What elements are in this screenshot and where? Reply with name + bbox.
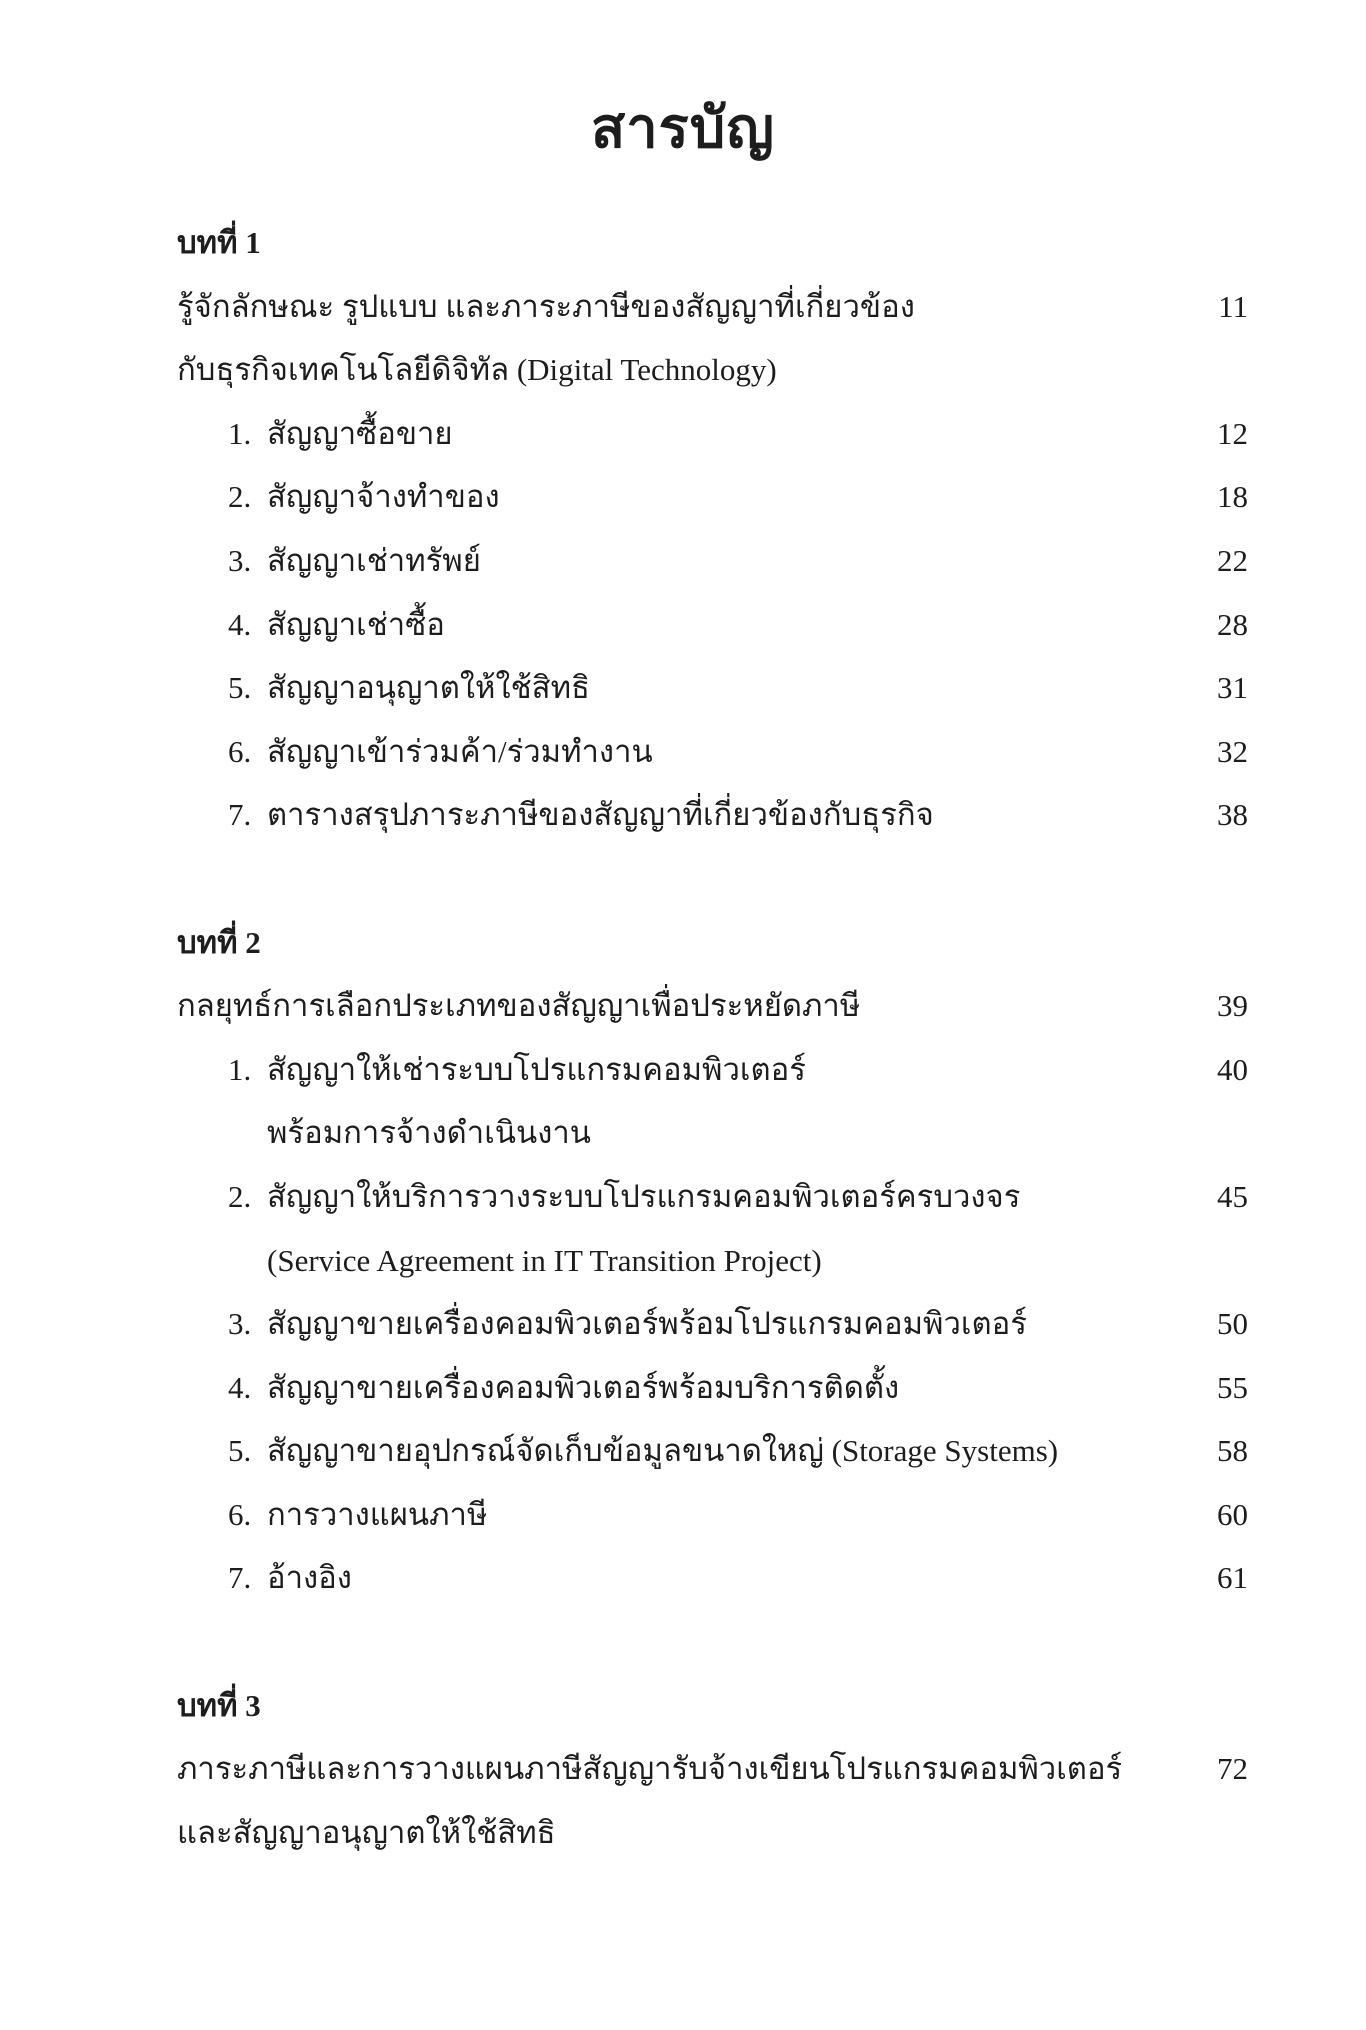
entry-title: การวางแผนภาษี [267,1496,488,1532]
entry-number: 6. [228,1496,252,1532]
entry-title: อ้างอิง [267,1560,352,1596]
toc-entry[interactable] [177,402,1248,466]
entry-title: สัญญาเช่าซื้อ [267,606,445,642]
chapter-1-heading: บทที่ 1 [177,225,261,260]
entry-title: สัญญาอนุญาตให้ใช้สิทธิ [267,670,590,706]
spacer [177,847,1248,911]
page-number: 12 [1217,415,1248,451]
entry-title: สัญญาซื้อขาย [267,415,453,451]
entry-title-continuation: พร้อมการจ้างดำเนินงาน [267,1115,591,1151]
entry-title: สัญญาให้บริการวางระบบโปรแกรมคอมพิวเตอร์ครบวงจร [267,1178,1021,1214]
entry-number: 2. [228,1178,252,1214]
toc-entry-continuation [177,1229,1248,1293]
page-number: 32 [1217,733,1248,769]
chapter-1-title-entry[interactable] [177,275,1248,339]
page-number: 58 [1217,1433,1248,1469]
page-number: 18 [1217,479,1248,515]
entry-number: 7. [228,797,252,833]
entry-title: สัญญาจ้างทำของ [267,479,500,515]
entry-title: สัญญาขายอุปกรณ์จัดเก็บข้อมูลขนาดใหญ่ (Storage Systems) [267,1433,1059,1469]
page-title: สารบัญ [591,96,775,159]
page-number: 72 [1217,1751,1248,1787]
toc-entry[interactable] [177,593,1248,657]
toc-entry[interactable] [177,1165,1248,1229]
toc-entry[interactable] [177,720,1248,784]
entry-title: สัญญาให้เช่าระบบโปรแกรมคอมพิวเตอร์ [267,1051,806,1087]
chapter-3-title-line-1: ภาระภาษีและการวางแผนภาษีสัญญารับจ้างเขียนโปรแกรมคอมพิวเตอร์ [177,1751,1123,1787]
chapter-1-title-line-1: รู้จักลักษณะ รูปแบบ และภาระภาษีของสัญญาที่เกี่ยวข้อง [177,288,915,324]
toc-entry-continuation [177,1101,1248,1165]
chapter-2-title-line-1: กลยุทธ์การเลือกประเภทของสัญญาเพื่อประหยัดภาษี [177,988,861,1024]
table-of-contents [177,211,1248,1864]
toc-entry[interactable] [177,1356,1248,1420]
entry-number: 1. [228,415,252,451]
entry-number: 6. [228,733,252,769]
entry-title: สัญญาเช่าทรัพย์ [267,542,481,578]
entry-number: 4. [228,1369,252,1405]
spacer [177,1610,1248,1674]
page-number: 28 [1217,606,1248,642]
entry-number: 3. [228,1306,252,1342]
chapter-1-title-line-2: กับธุรกิจเทคโนโลยีดิจิทัล (Digital Technology) [177,352,777,388]
toc-entry[interactable] [177,1038,1248,1102]
chapter-3-title-continuation [177,1801,1248,1865]
toc-entry[interactable] [177,529,1248,593]
entry-number: 1. [228,1051,252,1087]
page-number: 38 [1217,797,1248,833]
entry-number: 4. [228,606,252,642]
entry-title: ตารางสรุปภาระภาษีของสัญญาที่เกี่ยวข้องกับธุรกิจ [267,797,934,833]
chapter-1-title-continuation [177,338,1248,402]
page-number: 39 [1217,988,1248,1024]
toc-entry[interactable] [177,656,1248,720]
page-number: 45 [1217,1178,1248,1214]
page-number: 50 [1217,1306,1248,1342]
toc-entry[interactable] [177,465,1248,529]
toc-entry[interactable] [177,1483,1248,1547]
toc-entry[interactable] [177,1546,1248,1610]
page-number: 22 [1217,542,1248,578]
entry-number: 7. [228,1560,252,1596]
chapter-3-title-line-2: และสัญญาอนุญาตให้ใช้สิทธิ [177,1814,556,1850]
chapter-3-heading: บทที่ 3 [177,1687,261,1723]
entry-title: สัญญาเข้าร่วมค้า/ร่วมทำงาน [267,733,653,769]
entry-title-continuation: (Service Agreement in IT Transition Project) [267,1242,822,1278]
entry-title: สัญญาขายเครื่องคอมพิวเตอร์พร้อมบริการติดตั้ง [267,1369,900,1405]
chapter-2-heading: บทที่ 2 [177,924,261,960]
page-number: 31 [1217,670,1248,706]
page-number: 60 [1217,1496,1248,1532]
entry-number: 5. [228,1433,252,1469]
chapter-3-title-entry[interactable] [177,1737,1248,1801]
entry-title: สัญญาขายเครื่องคอมพิวเตอร์พร้อมโปรแกรมคอมพิวเตอร์ [267,1306,1027,1342]
toc-entry[interactable] [177,1419,1248,1483]
page-number: 11 [1218,288,1248,324]
toc-entry[interactable] [177,1292,1248,1356]
page-number: 55 [1217,1369,1248,1405]
page-number: 40 [1217,1051,1248,1087]
chapter-2-title-entry[interactable] [177,974,1248,1038]
entry-number: 3. [228,542,252,578]
toc-entry[interactable] [177,783,1248,847]
entry-number: 2. [228,479,252,515]
entry-number: 5. [228,670,252,706]
page-number: 61 [1217,1560,1248,1596]
